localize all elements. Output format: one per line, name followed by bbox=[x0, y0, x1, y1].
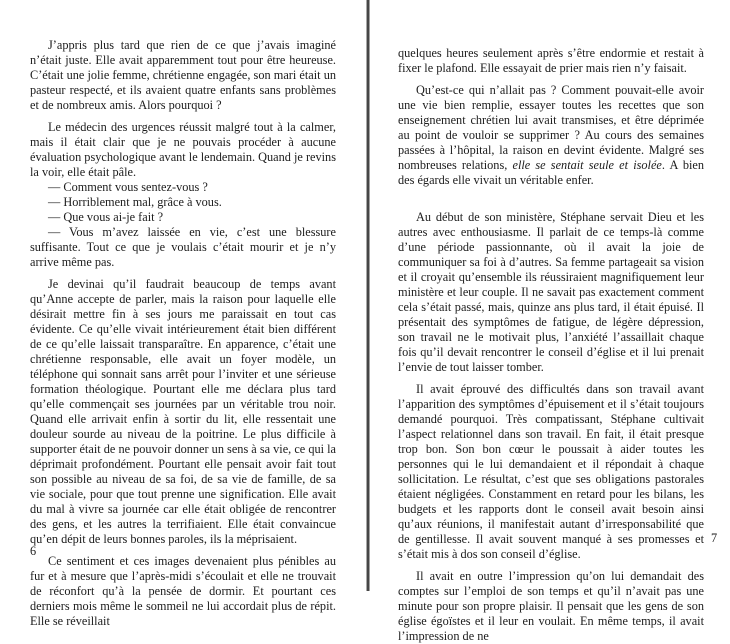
dialogue-line: — Comment vous sentez-vous ? bbox=[48, 180, 208, 195]
paragraph: Au début de son ministère, Stéphane servait Dieu et les autres avec enthousiasme. Il parlait de ce temps-là comme d’une période passionnante, où il avait la joie de communiquer sa foi à d’autres. Sa femme partageait sa vision et il croyait qu’ensemble ils réussiraient magnifiquement leur ministère et leur couple. Il ne savait pas exactement comment cela s’était passé, mais, quinze ans plus tard, il était épuisé. Il présentait des symptômes de fatigue, de légère dépression, son travail ne le motivait plus, l’anxiété l’assaillait chaque fois qu’il devait rencontrer le conseil d’église et il lui prenait l’envie de tout laisser tomber. bbox=[398, 210, 704, 374]
dialogue-line: — Que vous ai-je fait ? bbox=[48, 209, 164, 224]
paragraph bbox=[398, 83, 704, 188]
paragraph: Il avait en outre l’impression qu’on lui demandait des comptes sur l’emploi de son temps et qu’il n’avait pas une minute pour son propre plaisir. Il pensait que les gens de son église égoïstes et il leur en voulait. En même temps, il avait l’impression de ne bbox=[398, 569, 704, 643]
paragraph: Ce sentiment et ces images devenaient plus pénibles au fur et à mesure que l’après-midi s’écoulait et elle ne trouvait de réconfort qu’à la pensée de dormir. Et pourtant ces derniers mois même le sommeil ne lui accordait plus de répit. Elle se réveillait bbox=[30, 553, 336, 628]
page-number: 7 bbox=[711, 531, 718, 545]
paragraph: Je devinai qu’il faudrait beaucoup de temps avant qu’Anne accepte de parler, mais la raison pour laquelle elle désirait mettre fin à ses jours me paraissait en tout cas évidente. Ce qu’elle vivait intérieurement était bien différent de ce qu’elle laissait transparaître. En apparence, c’était une chrétienne responsable, elle avait un foyer modèle, un téléphone qui sonnait sans arrêt pour l’inviter et une sérieuse formation théologique. Pourtant elle me déclara plus tard qu’elle commençait ses journées par un véritable trou noir. Quand elle arrivait enfin à sortir du lit, elle ressentait une douleur sourde au niveau de la poitrine. Le plus difficile à supporter était de ne pouvoir donner un sens à sa vie, ce qui la déprimait profondément. Pourtant elle pensait avoir fait tout son possible au niveau de sa foi, de sa vie de famille, de sa vie sociale, pour que tout prenne une signification. Elle avait du mal à vivre sa journée car elle était obligée de rencontrer des gens, et les autres la terrifiaient. Elle était convaincue qu’en dépit de leurs bonnes paroles, ils la méprisaient. bbox=[30, 277, 336, 546]
left-page bbox=[0, 0, 366, 628]
paragraph: quelques heures seulement après s’être endormie et restait à fixer le plafond. Elle essayait de prier mais rien n’y faisait. bbox=[398, 46, 704, 75]
left-page-text bbox=[30, 38, 336, 629]
italic-emphasis: elle se sentait seule et isolée bbox=[512, 158, 662, 173]
page-number: 6 bbox=[30, 544, 37, 558]
paragraph: Il avait éprouvé des difficultés dans son travail avant l’apparition des symptômes d’épuisement et il s’était toujours demandé pourquoi. Très compatissant, Stéphane cultivait l’aspect relationnel dans son travail. En fait, il était presque trop bon. Son bon cœur le poussait à aider toutes les personnes qui le lui demandaient et il répondait à chaque sollicitation. Le résultat, c’est que ses obligations pastorales étaient négligées. Constamment en retard pour les bilans, les budgets et les rapports dont le conseil avait besoin ainsi qu’aux réunions, il manifestait autant d’irresponsabilité que de gentillesse. Il avait souvent manqué à ses promesses et s’était mis à dos son conseil d’église. bbox=[398, 382, 704, 561]
paragraph: Le médecin des urgences réussit malgré tout à la calmer, mais il était clair que je ne pouvais procéder à aucune évaluation psychologique avant le lendemain. Quand je revins la voir, elle était pâle. bbox=[30, 120, 336, 180]
dialogue-line: — Horriblement mal, grâce à vous. bbox=[48, 195, 222, 210]
dialogue-line: — Vous m’avez laissée en vie, c’est une blessure suffisante. Tout ce que je voulais c’était mourir et je n’y arrive même pas. bbox=[30, 224, 336, 269]
right-page bbox=[370, 0, 730, 643]
paragraph-text: Qu’est-ce qui n’allait pas ? Comment pouvait-elle avoir une vie bien remplie, essayer toutes les recettes que son enseignement chrétien lui avait transmises, et être déprimée au point de vouloir se supprimer ? Au cours des semaines passées à l’hôpital, la raison en devint évidente. Malgré ses nombreuses relations, bbox=[398, 83, 704, 173]
paragraph-text: . A bien des égards elle vivait un véritable enfer. bbox=[398, 158, 704, 188]
right-page-text bbox=[398, 46, 704, 644]
paragraph: J’appris plus tard que rien de ce que j’avais imaginé n’était juste. Elle avait apparemment tout pour être heureuse. C’était une jolie femme, chrétienne engagée, son mari était un pasteur respecté, et ils avaient quatre enfants sans problèmes et de nombreux amis. Alors pourquoi ? bbox=[30, 38, 336, 112]
